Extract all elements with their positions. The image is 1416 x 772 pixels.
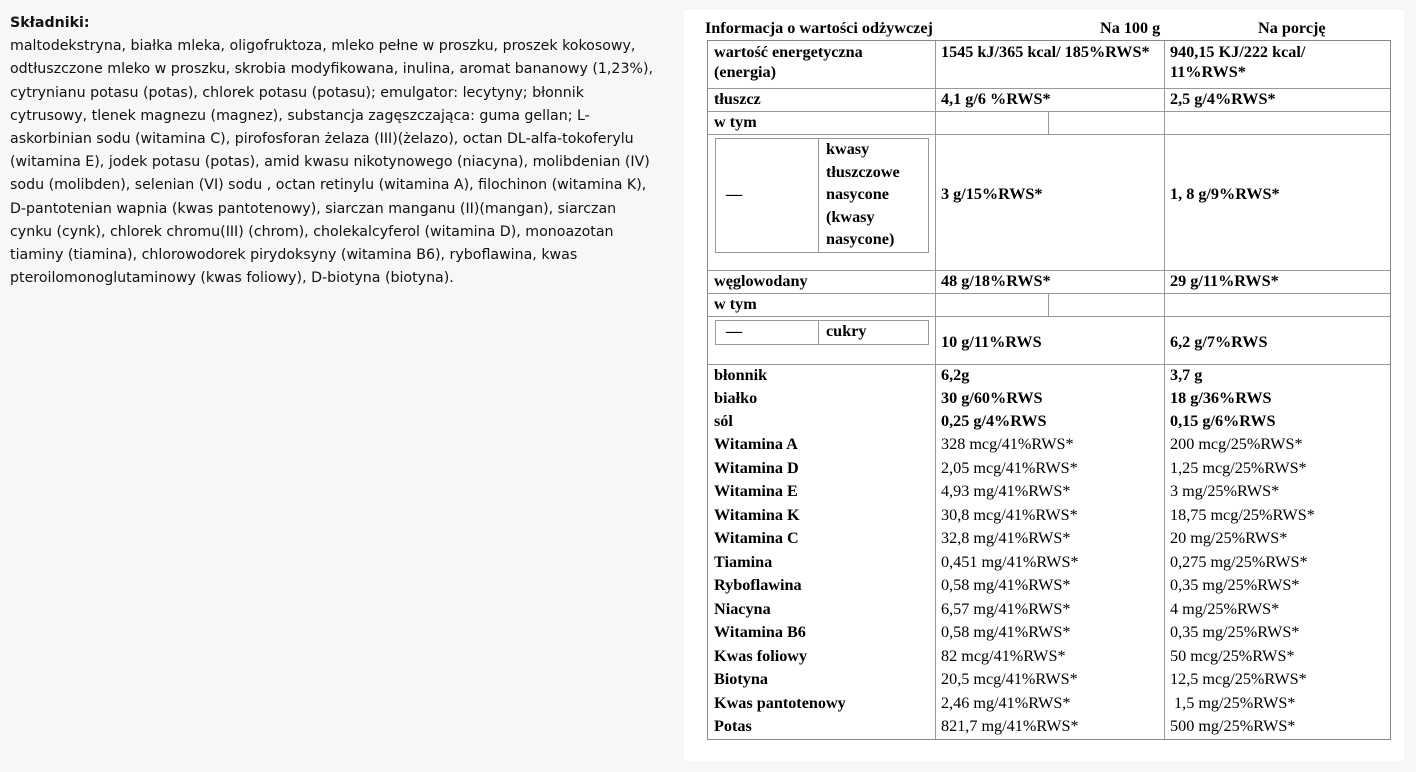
table-row-salt <box>708 410 1390 433</box>
row-label: białko <box>714 389 758 407</box>
nutrition-panel <box>684 10 1404 761</box>
value-100g: 20,5 mcg/41%RWS* <box>941 670 1078 688</box>
value-portion: 200 mcg/25%RWS* <box>1170 435 1303 453</box>
value-100g: 3 g/15%RWS* <box>941 185 1043 203</box>
row-label: tłuszcz <box>714 90 761 108</box>
row-label: Witamina K <box>714 505 800 524</box>
row-label: sól <box>714 412 733 430</box>
value-100g: 328 mcg/41%RWS* <box>941 435 1074 453</box>
value-portion: 6,2 g/7%RWS <box>1170 333 1268 351</box>
value-100g: 0,451 mg/41%RWS* <box>941 552 1079 571</box>
value-100g: 0,58 mg/41%RWS* <box>941 623 1071 641</box>
value-portion: 18,75 mcg/25%RWS* <box>1170 505 1315 524</box>
value-100g: 10 g/11%RWS <box>941 333 1042 351</box>
value-portion: 0,15 g/6%RWS <box>1170 412 1276 430</box>
value-100g: 6,2g <box>941 366 970 384</box>
table-row-vitamin <box>708 551 1390 575</box>
value-100g: 821,7 mg/41%RWS* <box>941 717 1079 735</box>
value-portion: 4 mg/25%RWS* <box>1170 599 1280 618</box>
value-portion: 1,5 mg/25%RWS* <box>1170 693 1296 712</box>
table-row-vitamin <box>708 504 1390 528</box>
value-portion: 0,275 mg/25%RWS* <box>1170 552 1308 571</box>
row-label: węglowodany <box>714 272 808 290</box>
value-100g: 48 g/18%RWS* <box>941 272 1051 290</box>
value-100g: 30,8 mcg/41%RWS* <box>941 505 1078 524</box>
table-row-vitamin <box>708 621 1390 645</box>
row-label: wartość energetyczna (energia) <box>714 43 863 81</box>
table-row-carbs-of-which <box>708 293 1390 316</box>
table-row-fat-of-which <box>708 111 1390 134</box>
row-label: Potas <box>714 717 752 735</box>
value-100g: 82 mcg/41%RWS* <box>941 646 1066 665</box>
row-label: błonnik <box>714 366 768 384</box>
value-portion: 940,15 KJ/222 kcal/ 11%RWS* <box>1170 43 1306 81</box>
value-portion: 18 g/36%RWS <box>1170 389 1272 407</box>
table-row-vitamin <box>708 598 1390 622</box>
value-portion: 12,5 mcg/25%RWS* <box>1170 670 1307 688</box>
table-row-vitamin <box>708 692 1390 716</box>
table-row-sugars <box>708 320 1390 364</box>
table-row-vitamin <box>708 668 1390 692</box>
row-label: Witamina E <box>714 482 798 500</box>
column-header-100g: Na 100 g <box>1100 19 1161 37</box>
row-label: w tym <box>714 113 757 131</box>
table-row-vitamin <box>708 645 1390 669</box>
row-label: kwasy tłuszczowe nasycone (kwasy nasycone) <box>826 140 900 248</box>
table-row-vitamin <box>708 574 1390 598</box>
column-header-portion: Na porcję <box>1258 19 1326 37</box>
value-100g: 0,58 mg/41%RWS* <box>941 576 1071 594</box>
value-portion: 2,5 g/4%RWS* <box>1170 90 1276 108</box>
row-label: Niacyna <box>714 599 771 618</box>
table-row-saturated <box>708 138 1390 251</box>
value-portion: 20 mg/25%RWS* <box>1170 529 1288 547</box>
value-100g: 0,25 g/4%RWS <box>941 412 1047 430</box>
row-label: Tiamina <box>714 552 773 571</box>
nutrition-title: Informacja o wartości odżywczej <box>705 19 933 37</box>
ingredients-heading: Składniki: <box>10 15 90 31</box>
ingredients-text: maltodekstryna, białka mleka, oligofruktoza, mleko pełne w proszku, proszek kokosowy, odtłuszczone mleko w proszku, skrobia modyfikowana, inulina, aromat bananowy (1,23%), cytrynianu potasu (potas), chlorek potasu (potasu); emulgator: lecytyny; błonnik cytrusowy, tlenek magnezu (magnez), substancja zagęszczająca: guma gellan; L-askorbinian sodu (witamina C), pirofosforan żelaza (III)(żelazo), octan DL-alfa-tokoferylu (witamina E), jodek potasu (potas), amid kwasu nikotynowego (niacyna), molibdenian (IV) sodu (molibden), selenian (VI) sodu , octan retinylu (witamina A), filochinon (witamina K), D-pantotenian wapnia (kwas pantotenowy), siarczan manganu (II)(mangan), siarczan cynku (cynk), chlorek chromu(III) (chrom), cholekalcyferol (witamina D), monoazotan tiaminy (tiamina), chlorowodorek pirydoksyny (witamina B6), ryboflawina, kwas pteroilomonoglutaminowy (kwas foliowy), D-biotyna (biotyna). <box>10 38 654 287</box>
value-portion: 29 g/11%RWS* <box>1170 272 1279 290</box>
row-label: Witamina D <box>714 458 799 477</box>
table-row-vitamin <box>708 433 1390 457</box>
row-label: Witamina B6 <box>714 623 806 641</box>
row-label: Ryboflawina <box>714 576 802 594</box>
row-label: Biotyna <box>714 670 768 688</box>
table-row-carbs <box>708 270 1390 293</box>
table-row-energy <box>708 42 1390 88</box>
value-portion: 3,7 g <box>1170 366 1203 384</box>
row-label: Witamina C <box>714 529 799 547</box>
value-100g: 4,93 mg/41%RWS* <box>941 482 1071 500</box>
row-label: Kwas foliowy <box>714 646 808 665</box>
table-row-vitamin <box>708 457 1390 481</box>
table-row-fiber <box>708 364 1390 387</box>
value-portion: 1, 8 g/9%RWS* <box>1170 185 1280 203</box>
nutrition-table <box>707 40 1391 740</box>
dash-marker: — <box>726 185 743 203</box>
value-portion: 50 mcg/25%RWS* <box>1170 646 1295 665</box>
row-label: Witamina A <box>714 435 798 453</box>
table-row-vitamin <box>708 527 1390 551</box>
row-label: cukry <box>826 322 867 340</box>
table-row-fat <box>708 88 1390 111</box>
value-100g: 30 g/60%RWS <box>941 389 1043 407</box>
value-100g: 1545 kJ/365 kcal/ 185%RWS* <box>941 43 1150 61</box>
dash-marker: — <box>726 322 743 340</box>
row-label: w tym <box>714 295 757 313</box>
table-row-vitamin <box>708 480 1390 504</box>
value-portion: 3 mg/25%RWS* <box>1170 482 1280 500</box>
value-portion: 0,35 mg/25%RWS* <box>1170 623 1300 641</box>
table-row-protein <box>708 387 1390 410</box>
value-100g: 6,57 mg/41%RWS* <box>941 599 1071 618</box>
value-100g: 2,46 mg/41%RWS* <box>941 693 1071 712</box>
value-portion: 0,35 mg/25%RWS* <box>1170 576 1300 594</box>
table-row-vitamin <box>708 715 1390 739</box>
value-100g: 32,8 mg/41%RWS* <box>941 529 1071 547</box>
value-100g: 4,1 g/6 %RWS* <box>941 90 1051 108</box>
nutrition-header <box>705 19 1375 39</box>
row-label: Kwas pantotenowy <box>714 693 846 712</box>
value-100g: 2,05 mcg/41%RWS* <box>941 458 1078 477</box>
ingredients-section <box>10 12 660 290</box>
value-portion: 1,25 mcg/25%RWS* <box>1170 458 1307 477</box>
value-portion: 500 mg/25%RWS* <box>1170 717 1296 735</box>
